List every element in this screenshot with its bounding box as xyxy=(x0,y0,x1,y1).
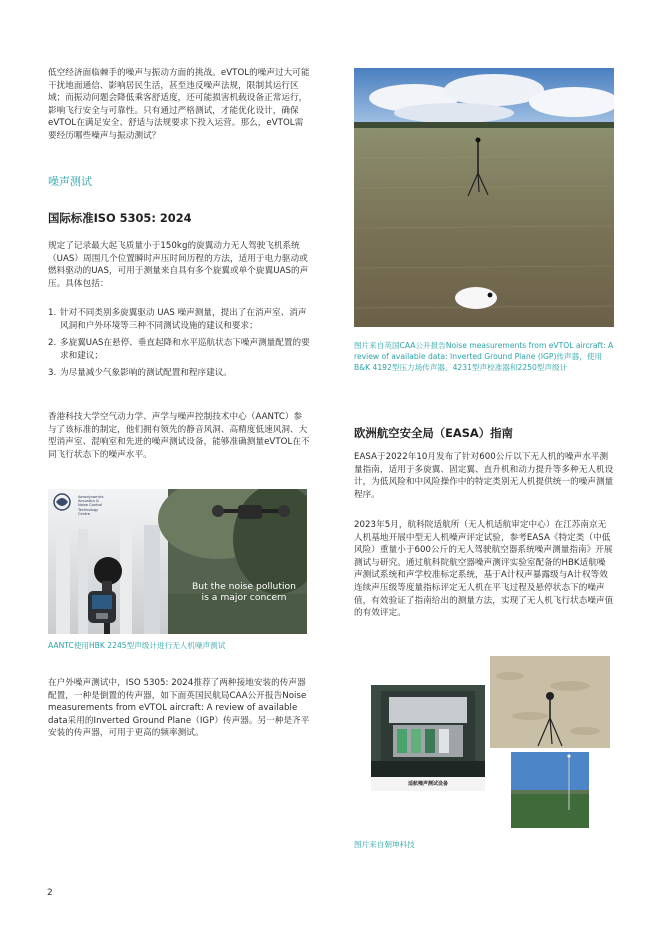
easa-paragraph-1: EASA于2022年10月发布了针对600公斤以下无人机的噪声水平测量指南，适用于多旋翼、固定翼、直升机和动力提升等多种无人机设计，为低风险和中风险操作中的特定类别无人机提供统一的噪声测量程序。 xyxy=(354,452,614,500)
caa-photo-caption: 图片来自英国CAA公开报告Noise measurements from eVTOL aircraft: A review of available data: Inverted Ground Plane (IGP)传声器，使用B&K 4192型压力场传声器、4231型声校准器和2250型声级计 xyxy=(354,341,614,373)
page-number: 2 xyxy=(47,888,53,898)
outdoor-test-paragraph: 在户外噪声测试中，ISO 5305: 2024推荐了两种接地安装的传声器配置，一种是倒置的传声器，如下面英国民航局CAA公开报告Noise measurements from eVTOL aircraft: A review of available data采用的Inverted Ground Plane（IGP）传声器。另一种是齐平安装的传声器，可用于更高的频率测试。 xyxy=(48,678,310,739)
field-microphone-photo-1 xyxy=(490,656,610,748)
list-item: 2. 多旋翼UAS在悬停、垂直起降和水平巡航状态下噪声测量配置的要求和建议； xyxy=(48,338,310,361)
equipment-label: 适航噪声测试设备 xyxy=(407,781,448,787)
iso-standard-paragraph: 规定了记录最大起飞质量小于150kg的旋翼动力无人驾驶飞机系统（UAS）周围几个位置瞬时声压时间历程的方法，适用于电力驱动或燃料驱动的UAS，可用于测量来自具有多个旋翼或单个旋翼UAS的声压。具体包括： xyxy=(48,241,309,289)
easa-heading: 欧洲航空安全局（EASA）指南 xyxy=(354,426,513,440)
iso-standard-heading: 国际标准ISO 5305: 2024 xyxy=(48,211,192,225)
easa-paragraph-2: 2023年5月，航科院适航所（无人机适航审定中心）在江苏南京无人机基地开展中型无人机噪声评定试验，参考EASA《特定类（中低风险）重量小于600公斤的无人驾驶航空器系统噪声测量指南》开展测试与研究。通过航科院航空器噪声测评实验室配备的HBK适航噪声测试系统和声学校准标定系统，基于A计权声暴露级与A计权等效连续声压级等度量指标评定无人机在平飞过程及悬停状态下的噪声值，有效验证了指南给出的测量方法，实现了无人机飞行状态噪声值的有效评定。 xyxy=(354,520,614,619)
section-heading-noise-test: 噪声测试 xyxy=(48,175,92,188)
field-microphone-photo-2 xyxy=(511,752,589,828)
aantc-photo-caption: AANTC使用HBK 2245型声级计进行无人机噪声测试 xyxy=(48,641,226,650)
list-item: 3. 为尽量减少气象影响的测试配置和程序建议。 xyxy=(48,368,232,379)
list-item: 1. 针对不同类别多旋翼驱动 UAS 噪声测量，提出了在消声室、消声风洞和户外环境等三种不同测试设施的建议和要求； xyxy=(48,308,307,331)
intro-paragraph: 低空经济面临棘手的噪声与振动方面的挑战。eVTOL的噪声过大可能干扰地面通信、影响居民生活，甚至违反噪声法规，限制其运行区域；而振动问题会降低乘客舒适度，还可能损害机载设备正常运行，影响飞行安全与可靠性。只有通过严格测试，才能优化设计，确保eVTOL在满足安全、舒适与法规要求下投入运营。那么，eVTOL需要经历哪些噪声与振动测试？ xyxy=(48,68,310,141)
aantc-paragraph: 香港科技大学空气动力学、声学与噪声控制技术中心（AANTC）参与了该标准的制定，他们拥有领先的静音风洞、高精度低速风洞、大型消声室、混响室和先进的噪声测试设备，能够准确测量eVTOL在不同飞行状态下的噪声水平。 xyxy=(48,412,310,460)
aantc-logo-text: Aerodynamics Acoustics & Noise Control Technology Centre xyxy=(78,495,104,516)
iso-requirements-list xyxy=(48,307,310,385)
airworthiness-noise-equipment-photo xyxy=(371,685,485,791)
photo-overlay-text: But the noise pollution is a major concern xyxy=(192,581,296,603)
chaokun-photo-caption: 图片来自朝坤科技 xyxy=(354,840,415,849)
aantc-sound-level-meter-photo xyxy=(48,489,307,634)
igp-microphone-field-photo xyxy=(354,68,614,327)
